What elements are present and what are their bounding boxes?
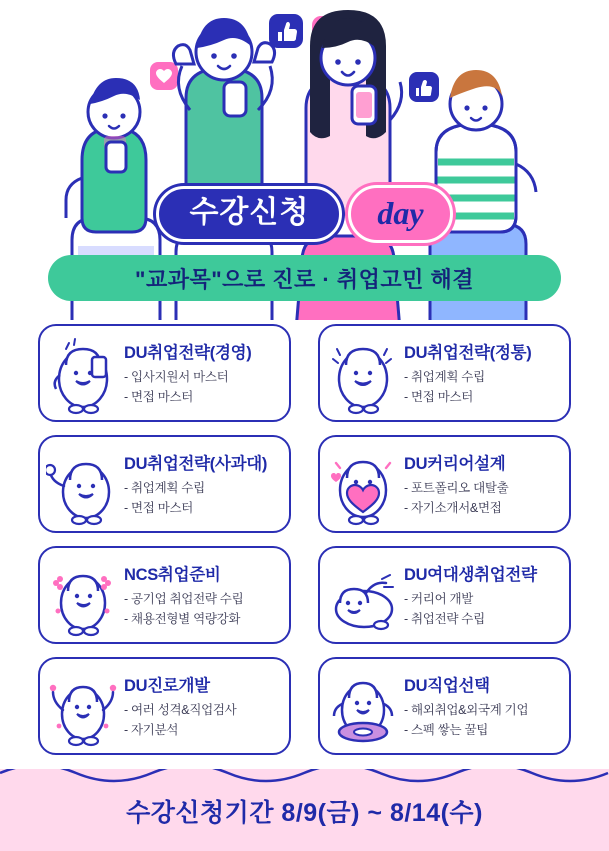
- title-badge-accent: day: [348, 185, 452, 243]
- course-line: - 자기분석: [124, 722, 179, 737]
- course-card[interactable]: [318, 657, 571, 755]
- duck-mascot-sparkle-icon: [324, 329, 402, 417]
- course-line: - 취업계획 수립: [124, 481, 205, 496]
- course-title: DU취업전략(경영): [124, 344, 252, 363]
- course-card-text: [122, 450, 267, 518]
- course-card-text: [122, 672, 236, 740]
- course-card-text: [402, 450, 508, 518]
- course-line: - 채용전형별 역량강화: [124, 611, 241, 626]
- course-title: DU직업선택: [404, 677, 490, 696]
- course-title: NCS취업준비: [124, 566, 221, 585]
- thumbs-up-icon: [269, 14, 303, 48]
- subtitle-text: "교과목"으로 진로 · 취업고민 해결: [135, 266, 474, 292]
- course-card[interactable]: [318, 435, 571, 533]
- course-card-text: [402, 339, 531, 407]
- course-line: - 취업전략 수립: [404, 611, 485, 626]
- course-card[interactable]: [38, 324, 291, 422]
- course-card[interactable]: [38, 657, 291, 755]
- wave-divider-icon: [0, 769, 609, 785]
- title-row: [0, 183, 609, 245]
- thumbs-up-icon: [409, 72, 439, 102]
- course-line: - 자기소개서&면접: [404, 500, 502, 515]
- course-line: - 면접 마스터: [124, 389, 194, 404]
- duck-mascot-phone-icon: [44, 329, 122, 417]
- duck-mascot-wave-icon: [44, 440, 122, 528]
- course-title: DU여대생취업전략: [404, 566, 537, 585]
- duck-mascot-lying-icon: [324, 551, 402, 639]
- course-card-text: [402, 672, 528, 740]
- course-line: - 공기업 취업전략 수립: [124, 592, 244, 607]
- course-title: DU취업전략(정통): [404, 344, 532, 363]
- course-card-text: [122, 561, 243, 629]
- duck-mascot-heart-icon: [324, 440, 402, 528]
- subtitle-banner: [48, 255, 561, 301]
- course-line: - 해외취업&외국계 기업: [404, 703, 529, 718]
- course-line: - 면접 마스터: [124, 500, 194, 515]
- duck-mascot-flower-icon: [44, 551, 122, 639]
- course-line: - 스펙 쌓는 꿀팁: [404, 722, 489, 737]
- course-card[interactable]: [318, 546, 571, 644]
- registration-period-text: 수강신청기간 8/9(금) ~ 8/14(수): [126, 799, 483, 827]
- course-card-text: [402, 561, 537, 629]
- course-line: - 취업계획 수립: [404, 370, 485, 385]
- course-line: - 커리어 개발: [404, 592, 474, 607]
- course-line: - 면접 마스터: [404, 389, 474, 404]
- course-line: - 입사지원서 마스터: [124, 370, 229, 385]
- heart-icon: [150, 62, 178, 90]
- course-card-text: [122, 339, 251, 407]
- course-card[interactable]: [38, 546, 291, 644]
- footer-banner: [0, 769, 609, 851]
- course-line: - 포트폴리오 대탈출: [404, 481, 509, 496]
- course-line: - 여러 성격&직업검사: [124, 703, 237, 718]
- course-card[interactable]: [38, 435, 291, 533]
- course-card[interactable]: [318, 324, 571, 422]
- course-title: DU커리어설계: [404, 455, 506, 474]
- duck-mascot-cheer-icon: [44, 662, 122, 750]
- duck-mascot-ring-icon: [324, 662, 402, 750]
- course-title: DU진로개발: [124, 677, 210, 696]
- course-title: DU취업전략(사과대): [124, 455, 268, 474]
- title-badge-main: 수강신청: [156, 186, 342, 242]
- course-card-grid: [38, 324, 571, 755]
